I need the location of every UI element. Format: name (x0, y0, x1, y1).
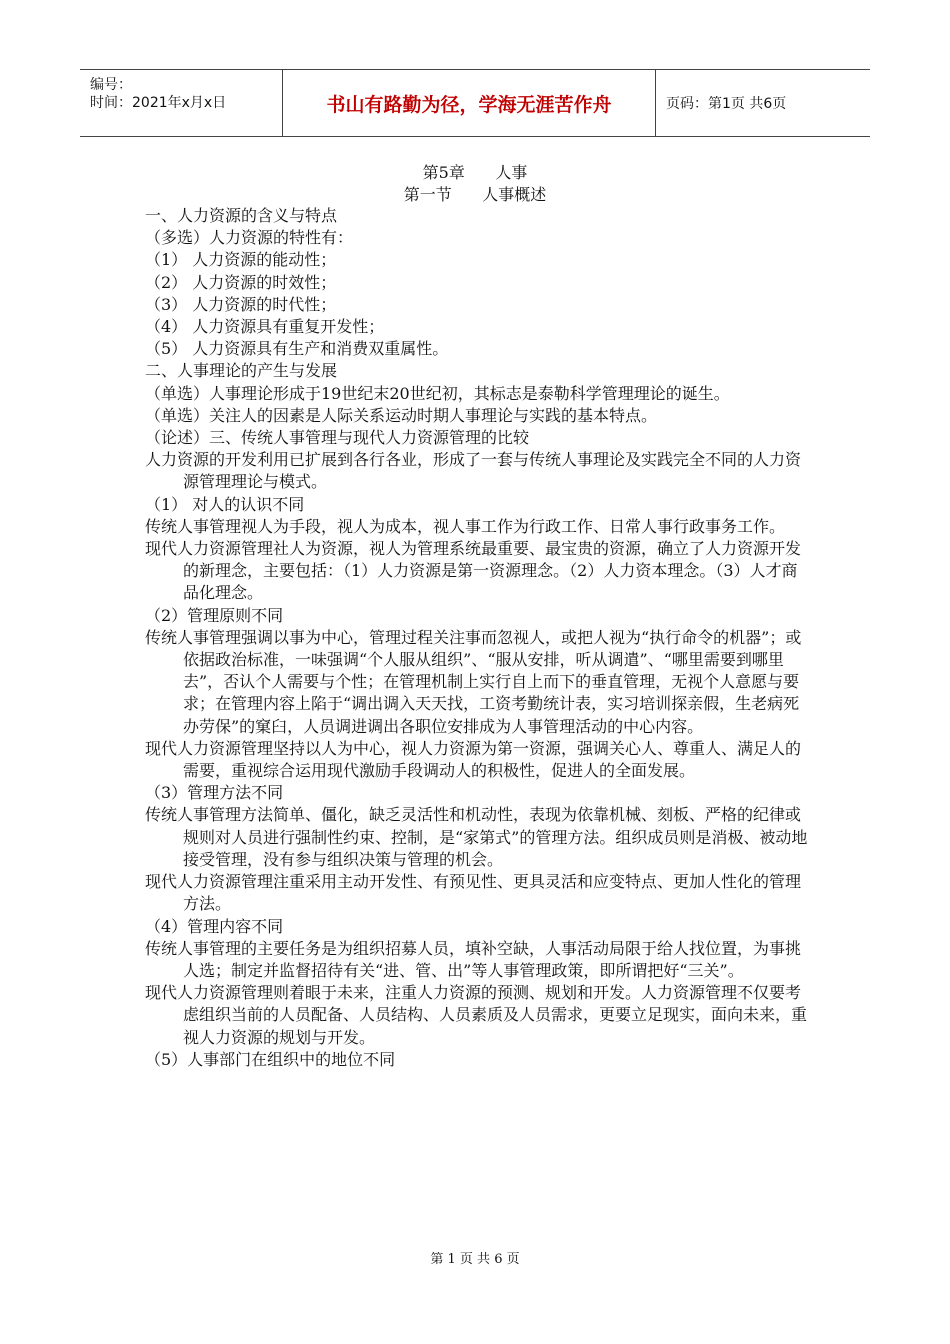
body-paragraph: （多选）人力资源的特性有： (145, 228, 354, 248)
body-paragraph: 现代人力资源管理坚持以人为中心，视人力资源为第一资源，强调关心人、尊重人、满足人的需要，重视综合运用现代激励手段调动人的积极性，促进人的全面发展。 (145, 738, 802, 781)
body-paragraph: 传统人事管理视人为手段，视人为成本，视人事工作为行政工作、日常人事行政事务工作。 (145, 516, 786, 536)
body-paragraph: （论述）三、传统人事管理与现代人力资源管理的比较 (145, 428, 530, 448)
list-item: （1） 人力资源的能动性； (145, 250, 337, 270)
page-header (80, 69, 870, 137)
document-body (145, 205, 810, 1071)
list-item: （1） 对人的认识不同 (145, 494, 305, 514)
list-item: （5）人事部门在组织中的地位不同 (145, 1049, 396, 1069)
body-paragraph: 人力资源的开发利用已扩展到各行各业，形成了一套与传统人事理论及实践完全不同的人力资源管理理论与模式。 (145, 450, 802, 492)
body-paragraph: 传统人事管理的主要任务是为组织招募人员，填补空缺，人事活动局限于给人找位置，为事挑人选；制定并监督招待有关“进、管、出”等人事管理政策，即所谓把好“三关”。 (145, 938, 802, 980)
chapter-title: 第5章 人事 (422, 163, 528, 182)
document-time-label: 时间：2021年x月x日 (90, 95, 227, 111)
header-meta-cell (80, 70, 283, 136)
list-item: （4）管理内容不同 (145, 916, 284, 936)
list-item: （3） 人力资源的时代性； (145, 294, 337, 314)
header-motto: 书山有路勤为径，学海无涯苦作舟 (283, 70, 656, 136)
list-item: （5） 人力资源具有生产和消费双重属性。 (145, 339, 449, 359)
header-page-info: 页码：第1页 共6页 (666, 96, 787, 112)
list-item: （2）管理原则不同 (145, 605, 284, 625)
heading-paragraph: 二、人事理论的产生与发展 (145, 361, 338, 381)
body-paragraph: 现代人力资源管理则着眼于未来，注重人力资源的预测、规划和开发。人力资源管理不仅要考虑组织当前的人员配备、人员结构、人员素质及人员需求，更要立足现实，面向未来，重视人力资源的规划与开发。 (145, 983, 808, 1047)
body-paragraph: 现代人力资源管理注重采用主动开发性、有预见性、更具灵活和应变特点、更加人性化的管理方法。 (145, 872, 802, 914)
section-title: 第一节 人事概述 (403, 185, 547, 204)
body-paragraph: 传统人事管理强调以事为中心，管理过程关注事而忽视人，或把人视为“执行命令的机器”；或依据政治标准，一味强调“个人服从组织”、“服从安排，听从调遣”、“哪里需要到哪里去”，否认个人需要与个性；在管理机制上实行自上而下的垂直管理，无视个人意愿与要求；在管理内容上陷于“调出调入天天找，工资考勤统计表，实习培训探亲假，生老病死办劳保”的窠臼，人员调进调出各职位安排成为人事管理活动的中心内容。 (145, 627, 802, 736)
list-item: （2） 人力资源的时效性； (145, 272, 337, 292)
body-paragraph: 现代人力资源管理社人为资源，视人为管理系统最重要、最宝贵的资源，确立了人力资源开发的新理念，主要包括：（1）人力资源是第一资源理念。（2）人力资本理念。（3）人才商品化理念。 (145, 539, 802, 603)
page-footer: 第 1 页 共 6 页 (430, 1252, 520, 1267)
body-paragraph: （单选）关注人的因素是人际关系运动时期人事理论与实践的基本特点。 (145, 405, 658, 425)
body-paragraph: （单选）人事理论形成于19世纪末20世纪初，其标志是泰勒科学管理理论的诞生。 (145, 383, 730, 403)
list-item: （3）管理方法不同 (145, 783, 284, 803)
document-number-label: 编号： (90, 77, 132, 93)
list-item: （4） 人力资源具有重复开发性； (145, 317, 385, 337)
body-paragraph: 传统人事管理方法简单、僵化，缺乏灵活性和机动性，表现为依靠机械、刻板、严格的纪律或规则对人员进行强制性约束、控制，是“家第式”的管理方法。组织成员则是消极、被动地接受管理，没有参与组织决策与管理的机会。 (145, 805, 808, 869)
heading-paragraph: 一、人力资源的含义与特点 (145, 206, 338, 225)
